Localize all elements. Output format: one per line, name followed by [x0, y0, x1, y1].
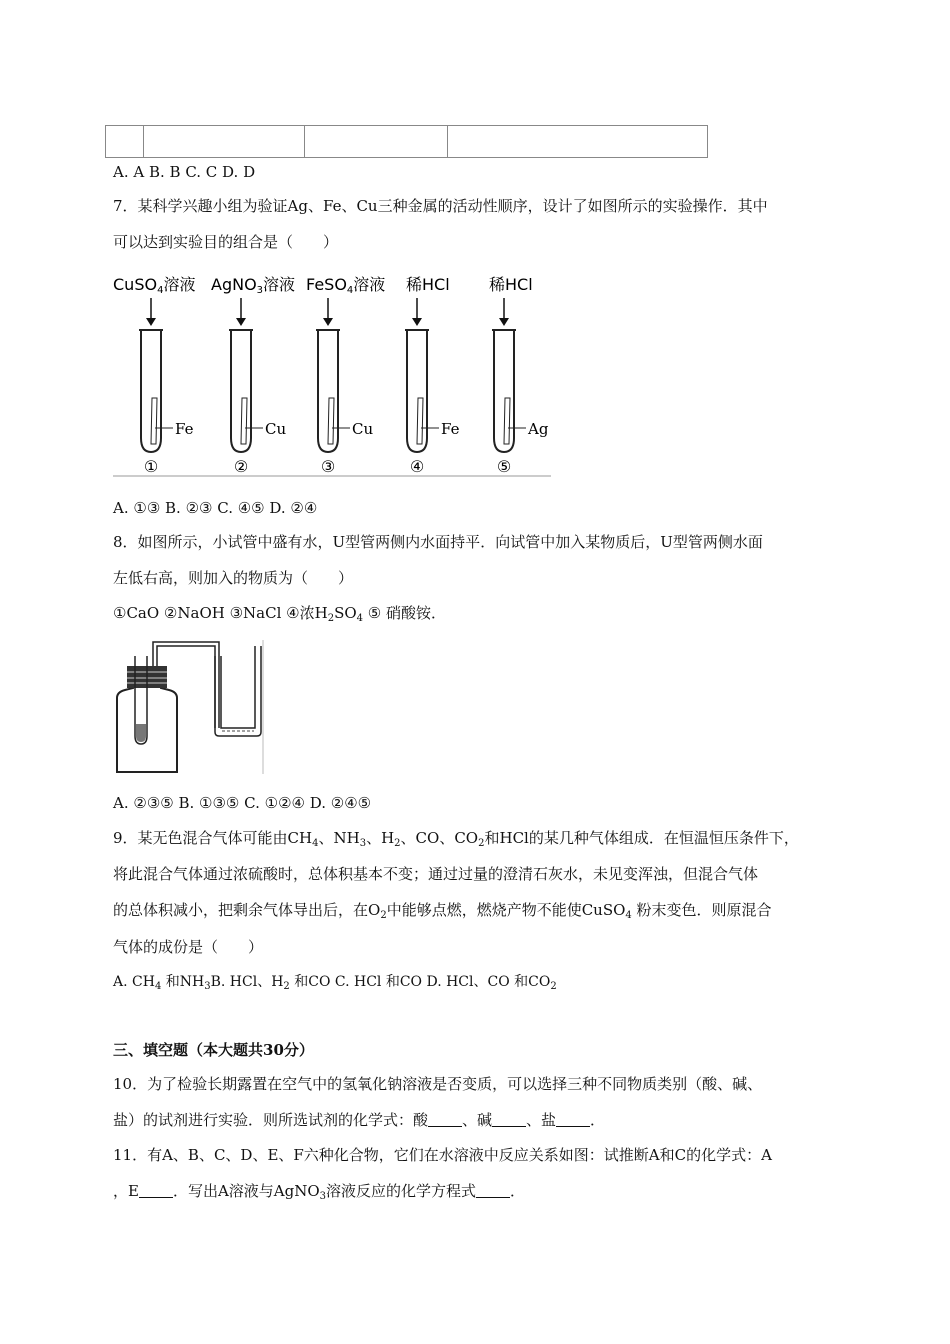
tube-number: ③	[320, 457, 336, 476]
q8-u-tube-figure	[113, 636, 268, 778]
answer-blank	[556, 1112, 590, 1127]
q7-test-tubes-figure	[113, 268, 553, 480]
test-tube-2	[211, 275, 295, 476]
metal-strip	[504, 398, 510, 444]
q7-options: A. ①③ B. ②③ C. ④⑤ D. ②④	[113, 499, 318, 517]
arrow-head	[499, 318, 509, 326]
metal-label: Cu	[352, 420, 374, 438]
q9-text-line1: 9．某无色混合气体可能由$CH_4$、$NH_3$、$H_2$、CO、$CO_2$和HCl的某几种气体组成．在恒温恒压条件下，	[113, 829, 799, 849]
table-divider	[304, 126, 305, 157]
arrow-head	[412, 318, 422, 326]
q8-text-line2: 左低右高，则加入的物质为（ ）	[113, 569, 354, 587]
answer-blank	[492, 1112, 526, 1127]
q8-options: A. ②③⑤ B. ①③⑤ C. ①②④ D. ②④⑤	[113, 794, 372, 812]
reagent-label: 稀HCl	[406, 275, 450, 294]
metal-strip	[328, 398, 334, 444]
metal-label: Fe	[441, 420, 460, 438]
q10-text-line1: 10．为了检验长期露置在空气中的氢氧化钠溶液是否变质，可以选择三种不同物质类别（酸、碱、	[113, 1075, 763, 1093]
reagent-label: FeSO4溶液	[306, 275, 386, 296]
q10-text-line2: 盐）的试剂进行实验．则所选试剂的化学式：酸 、碱 、盐 ．	[113, 1111, 606, 1129]
answer-blank	[428, 1112, 462, 1127]
metal-strip	[151, 398, 157, 444]
metal-label: Ag	[528, 420, 549, 438]
metal-strip	[241, 398, 247, 444]
q9-text-line2: 将此混合气体通过浓硫酸时，总体积基本不变；通过过量的澄清石灰水，未见变浑浊，但混合气体	[113, 865, 759, 883]
test-tube-4	[405, 275, 460, 476]
q11-text-line2: ，E ．写出A溶液与AgNO$_3$溶液反应的化学方程式 ．	[113, 1182, 526, 1202]
section-title: 三、填空题（本大题共30分）	[113, 1041, 314, 1059]
q9-text-line3: 的总体积减小，把剩余气体导出后，在$O_2$中能够点燃，燃烧产物不能使CuSO$_4$ 粉末变色．则原混合	[113, 901, 772, 921]
arrow-head	[236, 318, 246, 326]
q8-text-line1: 8．如图所示，小试管中盛有水，U型管两侧内水面持平．向试管中加入某物质后，U型管两侧水面	[113, 533, 763, 551]
q11-text-line1: 11．有A、B、C、D、E、F六种化合物，它们在水溶液中反应关系如图：试推断A和C的化学式：A	[113, 1146, 772, 1164]
arrow-head	[146, 318, 156, 326]
table-divider	[447, 126, 448, 157]
reagent-label: CuSO4溶液	[113, 275, 196, 296]
reagent-label: 稀HCl	[489, 275, 533, 294]
test-tube-3	[306, 275, 385, 476]
q9-text-line4: 气体的成份是（ ）	[113, 938, 264, 956]
q9-options: A. $CH_4$ 和$NH_3B$. HCl、$H_2$ 和CO C. HCl 和CO D. HCl、CO 和$CO_2$	[113, 974, 557, 992]
u-tube	[215, 646, 261, 736]
tube-number: ①	[143, 457, 159, 476]
test-tube-1	[113, 275, 195, 476]
answer-blank	[476, 1183, 510, 1198]
metal-label: Fe	[175, 420, 194, 438]
answer-table	[105, 125, 708, 158]
q6-options: A. A B. B C. C D. D	[113, 163, 256, 181]
test-tube-5	[489, 275, 549, 476]
tube-number: ②	[233, 457, 249, 476]
metal-label: Cu	[265, 420, 287, 438]
reagent-label: AgNO3溶液	[211, 275, 296, 296]
q7-text-line2: 可以达到实验目的组合是（ ）	[113, 233, 339, 251]
tube-number: ④	[409, 457, 425, 476]
arrow-head	[323, 318, 333, 326]
tube-number: ⑤	[496, 457, 512, 476]
table-divider	[143, 126, 144, 157]
metal-strip	[417, 398, 423, 444]
q7-text-line1: 7．某科学兴趣小组为验证Ag、Fe、Cu三种金属的活动性顺序，设计了如图所示的实验操作．其中	[113, 197, 768, 215]
answer-blank	[139, 1183, 173, 1198]
water-in-tube	[136, 724, 146, 742]
q8-choices: ①CaO ②NaOH ③NaCl ④浓$H_2SO_4$ ⑤ 硝酸铵．	[113, 604, 446, 624]
